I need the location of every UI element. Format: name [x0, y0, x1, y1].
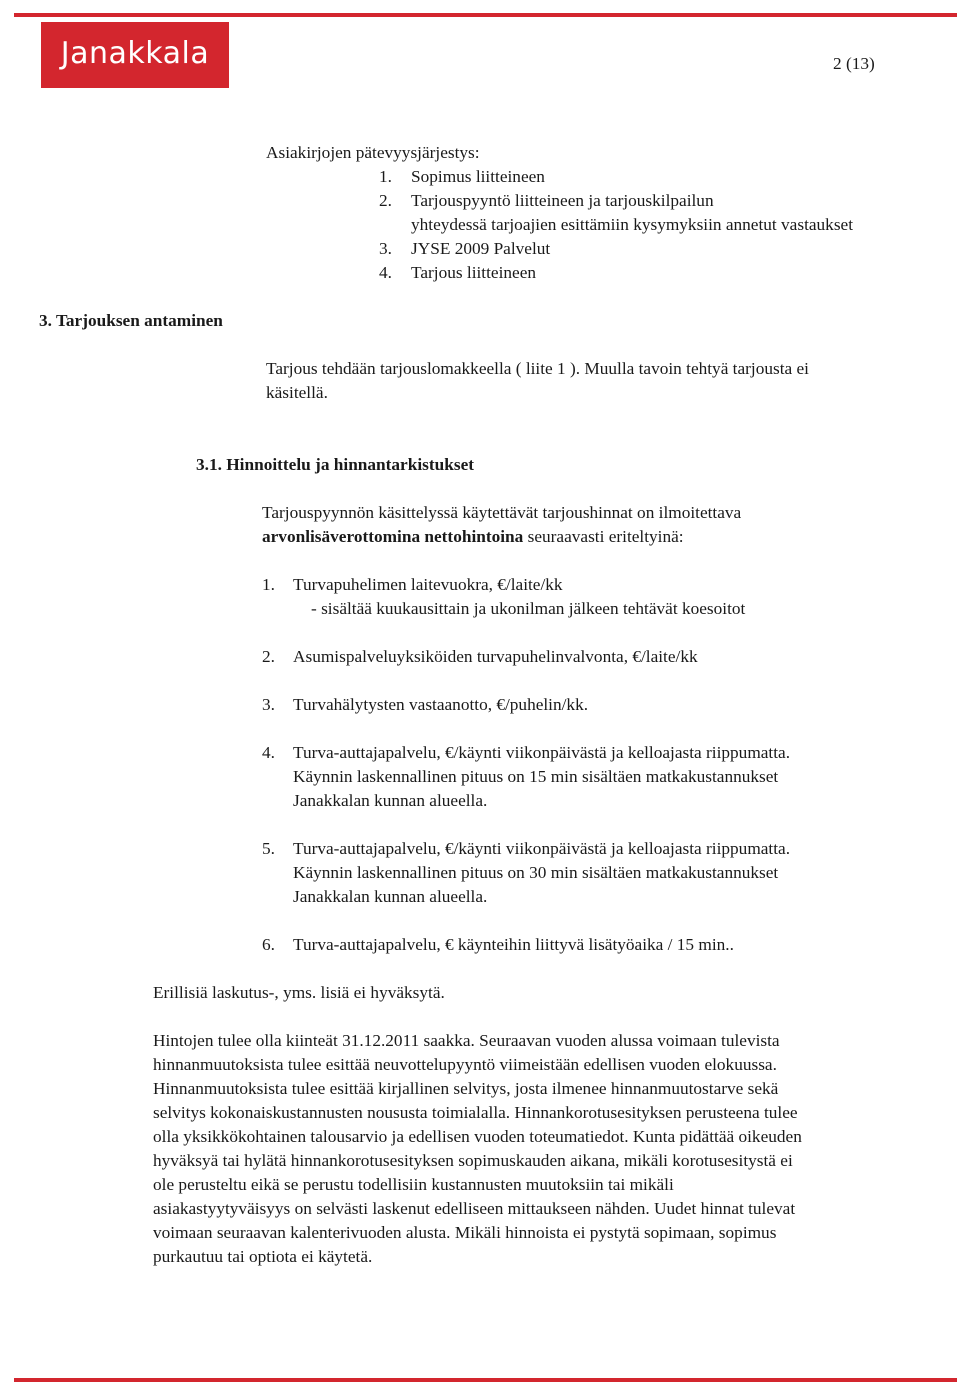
section-3-body-line: käsitellä.: [266, 383, 328, 402]
price-paragraph-line: asiakastyytyväisyys on selvästi laskenut edelliseen mittaukseen nähden. Uudet hinnat tulevat: [153, 1199, 796, 1218]
top-red-rule: [14, 13, 957, 17]
priority-item-text: Tarjouspyyntö liitteineen ja tarjouskilpailun: [411, 191, 714, 210]
section-3-1-intro-line: Tarjouspyynnön käsittelyssä käytettävät tarjoushinnat on ilmoitettava: [262, 503, 742, 522]
priority-item-text: Tarjous liitteineen: [411, 263, 537, 282]
price-paragraph-line: selvitys kokonaiskustannusten noususta toimialalla. Hinnankorotusesityksen perusteena tulee: [153, 1103, 798, 1122]
price-paragraph-line: ole perusteltu eikä se perustu todellisiin kustannusten muutoksiin tai mikäli: [153, 1175, 674, 1194]
price-paragraph-line: hinnanmuutoksista tulee esittää neuvottelupyyntö viimeistään edellisen vuoden elokuussa.: [153, 1055, 777, 1074]
price-paragraph-line: olla yksikkökohtainen talousarvio ja edellisen vuoden toteumatiedot. Kunta pidättää oikeuden: [153, 1127, 802, 1146]
price-item-text: Asumispalveluyksiköiden turvapuhelinvalvonta, €/laite/kk: [293, 647, 698, 666]
price-item-text: Turvahälytysten vastaanotto, €/puhelin/kk.: [293, 695, 589, 714]
price-item-text: Käynnin laskennallinen pituus on 15 min sisältäen matkakustannukset: [293, 767, 779, 786]
price-item-num: 3.: [262, 695, 275, 714]
price-item-num: 2.: [262, 647, 275, 666]
section-3-1-heading: 3.1. Hinnoittelu ja hinnantarkistukset: [196, 455, 474, 474]
priority-item-text: yhteydessä tarjoajien esittämiin kysymyksiin annetut vastaukset: [411, 215, 854, 234]
price-item-text: Turva-auttajapalvelu, €/käynti viikonpäivästä ja kelloajasta riippumatta.: [293, 839, 791, 858]
price-paragraph-line: voimaan seuraavan kalenterivuoden alusta. Mikäli hinnoista ei pystytä sopimaan, sopimus: [153, 1223, 777, 1242]
priority-item-num: 2.: [379, 191, 392, 210]
priority-item-text: JYSE 2009 Palvelut: [411, 239, 551, 258]
logo-text: Janakkala: [60, 36, 210, 71]
price-item-text: Turvapuhelimen laitevuokra, €/laite/kk: [293, 575, 563, 594]
price-paragraph-line: Hinnanmuutoksista tulee esittää kirjallinen selvitys, josta ilmenee hinnanmuutostarve sekä: [153, 1079, 779, 1098]
net-price-emphasis: arvonlisäverottomina nettohintoina: [262, 527, 524, 546]
price-item-num: 4.: [262, 743, 275, 762]
priority-title: Asiakirjojen pätevyysjärjestys:: [266, 143, 480, 162]
priority-item-text: Sopimus liitteineen: [411, 167, 545, 186]
page-number: 2 (13): [833, 54, 875, 73]
price-paragraph-line: Hintojen tulee olla kiinteät 31.12.2011 saakka. Seuraavan vuoden alussa voimaan tulevista: [153, 1031, 780, 1050]
intro-rest: seuraavasti eriteltyinä:: [523, 527, 684, 546]
bottom-red-rule: [14, 1378, 957, 1382]
price-item-text: Käynnin laskennallinen pituus on 30 min sisältäen matkakustannukset: [293, 863, 779, 882]
price-item-num: 6.: [262, 935, 275, 954]
priority-item-num: 4.: [379, 263, 392, 282]
extra-charges-note: Erillisiä laskutus-, yms. lisiä ei hyväksytä.: [153, 983, 445, 1002]
price-item-num: 1.: [262, 575, 275, 594]
price-item-text: Janakkalan kunnan alueella.: [293, 791, 488, 810]
price-item-num: 5.: [262, 839, 275, 858]
priority-item-num: 3.: [379, 239, 392, 258]
price-item-text: - sisältää kuukausittain ja ukonilman jälkeen tehtävät koesoitot: [311, 599, 746, 618]
section-3-1-intro-line: [262, 525, 684, 549]
price-paragraph-line: hyväksyä tai hylätä hinnankorotusesityksen sopimuskauden aikana, mikäli korotusesitystä ei: [153, 1151, 793, 1170]
priority-item-num: 1.: [379, 167, 392, 186]
section-3-heading: 3. Tarjouksen antaminen: [39, 311, 223, 330]
price-item-text: Turva-auttajapalvelu, €/käynti viikonpäivästä ja kelloajasta riippumatta.: [293, 743, 791, 762]
section-3-body-line: Tarjous tehdään tarjouslomakkeella ( liite 1 ). Muulla tavoin tehtyä tarjousta ei: [266, 359, 809, 378]
price-item-text: Janakkalan kunnan alueella.: [293, 887, 488, 906]
price-paragraph-line: purkautuu tai optiota ei käytetä.: [153, 1247, 373, 1266]
price-item-text: Turva-auttajapalvelu, € käynteihin liittyvä lisätyöaika / 15 min..: [293, 935, 734, 954]
janakkala-logo: [41, 22, 229, 88]
